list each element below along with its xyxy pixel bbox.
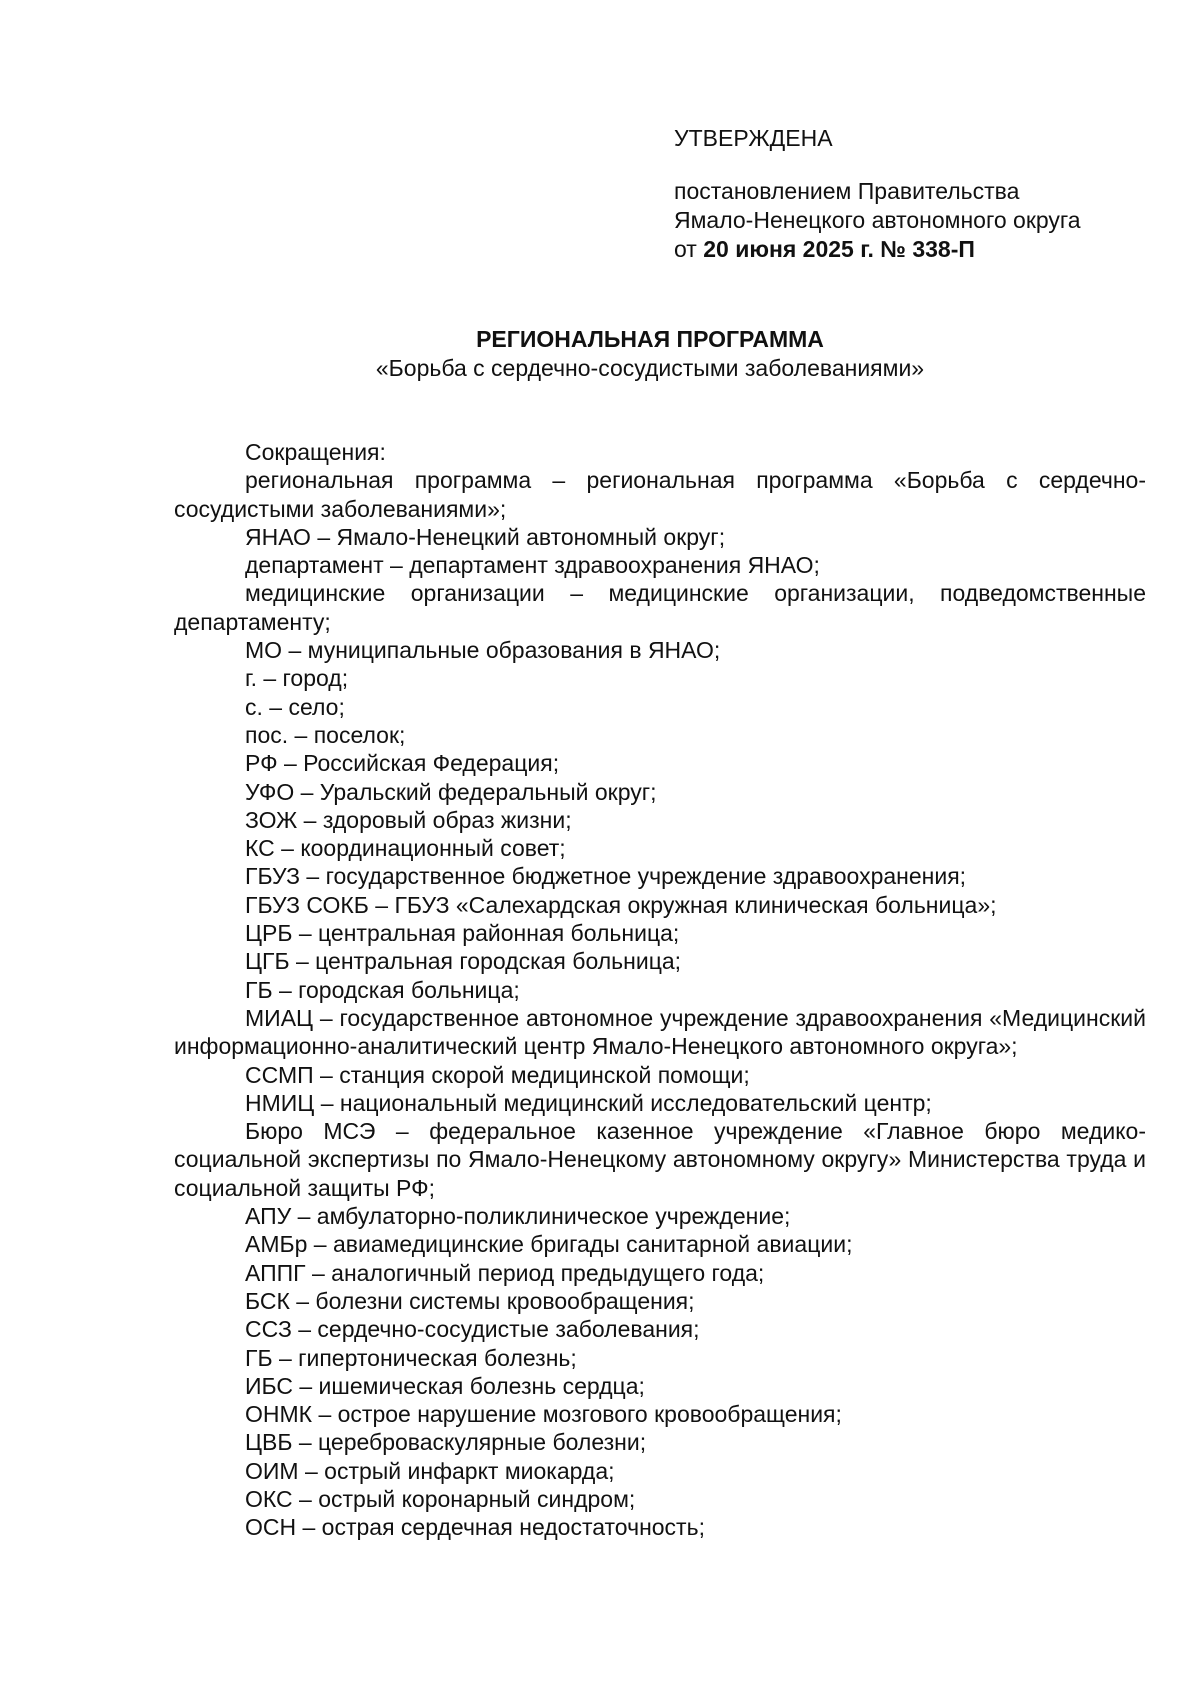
abbreviation-item: ГБУЗ СОКБ – ГБУЗ «Салехардская окружная клиническая больница»; (245, 891, 997, 918)
document-subtitle: «Борьба с сердечно-сосудистыми заболеваниями» (375, 355, 925, 381)
abbreviations-section (174, 438, 1146, 1542)
abbreviation-item: АППГ – аналогичный период предыдущего года; (245, 1259, 765, 1286)
abbreviation-item: НМИЦ – национальный медицинский исследовательский центр; (245, 1089, 932, 1116)
abbreviation-item: Бюро МСЭ – федеральное казенное учреждение «Главное бюро медико-социальной экспертизы по Ямало-Ненецкому автономному округу» Министерства труда и социальной защиты РФ; (174, 1118, 1146, 1201)
abbreviation-item: МИАЦ – государственное автономное учреждение здравоохранения «Медицинский информационно-аналитический центр Ямало-Ненецкого автономного округа»; (174, 1004, 1146, 1060)
abbreviation-item: пос. – поселок; (245, 721, 406, 748)
approval-date-value: 20 июня 2025 г. № 338-П (703, 236, 975, 262)
abbreviation-item: ССЗ – сердечно-сосудистые заболевания; (245, 1316, 700, 1343)
abbreviation-item: ОКС – острый коронарный синдром; (245, 1485, 636, 1512)
document-title: РЕГИОНАЛЬНАЯ ПРОГРАММА (476, 326, 824, 352)
approval-line-1: постановлением Правительства (674, 178, 1020, 204)
approval-date-line (674, 235, 1154, 264)
abbreviation-item: КС – координационный совет; (245, 835, 566, 862)
abbreviation-item: ЗОЖ – здоровый образ жизни; (245, 806, 572, 833)
document-header (160, 325, 1140, 383)
approval-date-prefix: от (674, 236, 704, 262)
abbreviation-item: ОИМ – острый инфаркт миокарда; (245, 1457, 615, 1484)
abbreviation-item: ЦГБ – центральная городская больница; (245, 948, 682, 975)
abbreviation-item: ОНМК – острое нарушение мозгового кровообращения; (245, 1401, 842, 1428)
approval-line-2: Ямало-Ненецкого автономного округа (674, 207, 1081, 233)
abbreviation-item: ССМП – станция скорой медицинской помощи; (245, 1061, 750, 1088)
abbreviation-item: ГБ – гипертоническая болезнь; (245, 1344, 577, 1371)
abbreviation-item: ИБС – ишемическая болезнь сердца; (245, 1372, 645, 1399)
abbreviation-item: УФО – Уральский федеральный округ; (245, 778, 657, 805)
abbreviation-item: департамент – департамент здравоохранения ЯНАО; (245, 552, 820, 579)
abbreviation-item: АПУ – амбулаторно-поликлиническое учреждение; (245, 1203, 791, 1230)
approval-heading: УТВЕРЖДЕНА (674, 125, 833, 151)
abbreviation-item: ГБ – городская больница; (245, 976, 520, 1003)
approval-block (674, 124, 1154, 264)
abbreviation-item: с. – село; (245, 693, 345, 720)
abbreviation-item: ЦВБ – цереброваскулярные болезни; (245, 1429, 647, 1456)
abbreviation-item: РФ – Российская Федерация; (245, 750, 560, 777)
abbreviation-item: медицинские организации – медицинские организации, подведомственные департаменту; (174, 580, 1146, 635)
abbreviation-item: региональная программа – региональная программа «Борьба с сердечно-сосудистыми заболеваниями»; (174, 467, 1146, 522)
abbreviation-item: г. – город; (245, 665, 349, 692)
abbreviation-item: АМБр – авиамедицинские бригады санитарной авиации; (245, 1231, 853, 1258)
abbreviations-heading: Сокращения: (245, 439, 386, 465)
abbreviation-item: ГБУЗ – государственное бюджетное учреждение здравоохранения; (245, 863, 967, 890)
abbreviation-item: БСК – болезни системы кровообращения; (245, 1287, 695, 1314)
abbreviation-item: ОСН – острая сердечная недостаточность; (245, 1514, 705, 1541)
abbreviation-item: ЦРБ – центральная районная больница; (245, 920, 680, 947)
abbreviation-item: ЯНАО – Ямало-Ненецкий автономный округ; (245, 523, 726, 550)
abbreviation-item: МО – муниципальные образования в ЯНАО; (245, 637, 721, 664)
